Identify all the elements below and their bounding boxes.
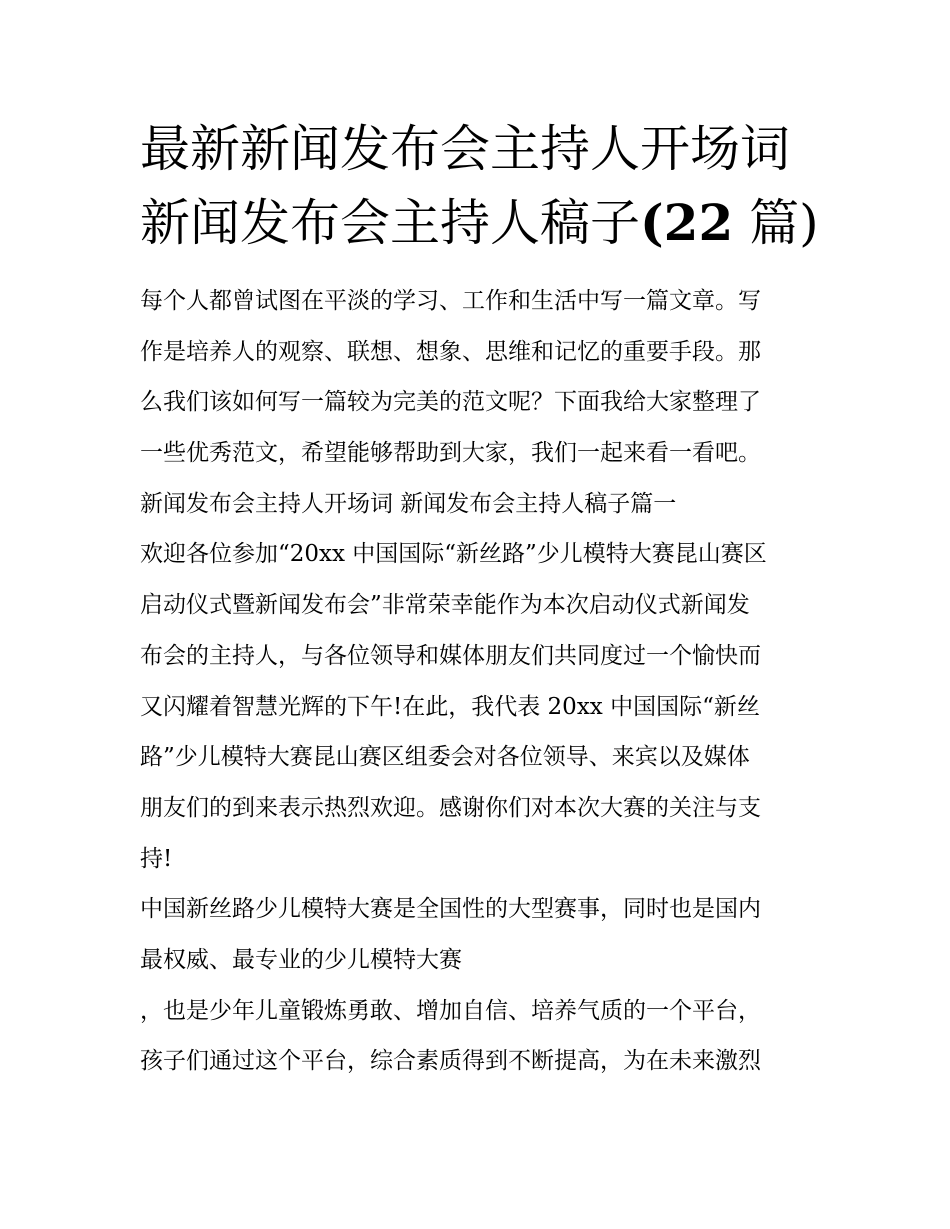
body-line: 朋友们的到来表示热烈欢迎。感谢你们对本次大赛的关注与支	[140, 794, 761, 821]
title-line-1: 最新新闻发布会主持人开场词	[140, 120, 790, 178]
body-line: 启动仪式暨新闻发布会”非常荣幸能作为本次启动仪式新闻发	[140, 592, 750, 619]
body-line: 一些优秀范文，希望能够帮助到大家，我们一起来看一看吧。	[140, 440, 761, 467]
body-line: 每个人都曾试图在平淡的学习、工作和生活中写一篇文章。写	[140, 288, 761, 314]
body-line: 孩子们通过这个平台，综合素质得到不断提高，为在未来激烈	[140, 1048, 761, 1075]
body-line: 路”少儿模特大赛昆山赛区组委会对各位领导、来宾以及媒体	[140, 744, 750, 771]
title-line-2-end: 篇)	[733, 194, 819, 252]
body-line: 最权威、最专业的少儿模特大赛	[140, 946, 462, 973]
body-line: 作是培养人的观察、联想、想象、思维和记忆的重要手段。那	[140, 338, 761, 365]
body-line: 又闪耀着智慧光辉的下午!在此，我代表 20xx 中国国际“新丝	[140, 693, 760, 720]
body-line: ，也是少年儿童锻炼勇敢、增加自信、培养气质的一个平台，	[140, 997, 761, 1024]
title-line-2-text: 新闻发布会主持人稿子	[140, 194, 640, 252]
body-line: 欢迎各位参加“20xx 中国国际“新丝路”少儿模特大赛昆山赛区	[140, 541, 767, 568]
body-line: 持!	[140, 845, 173, 872]
title-line-2-number: (22	[640, 193, 734, 252]
body-line: 中国新丝路少儿模特大赛是全国性的大型赛事，同时也是国内	[140, 896, 761, 923]
body-line: 布会的主持人，与各位领导和媒体朋友们共同度过一个愉快而	[140, 642, 761, 669]
document-body	[140, 276, 820, 1087]
document-title	[140, 112, 820, 260]
title-line-2	[140, 186, 820, 260]
body-line: 么我们该如何写一篇较为完美的范文呢？下面我给大家整理了	[140, 389, 761, 416]
section-heading: 新闻发布会主持人开场词 新闻发布会主持人稿子篇一	[140, 490, 677, 517]
